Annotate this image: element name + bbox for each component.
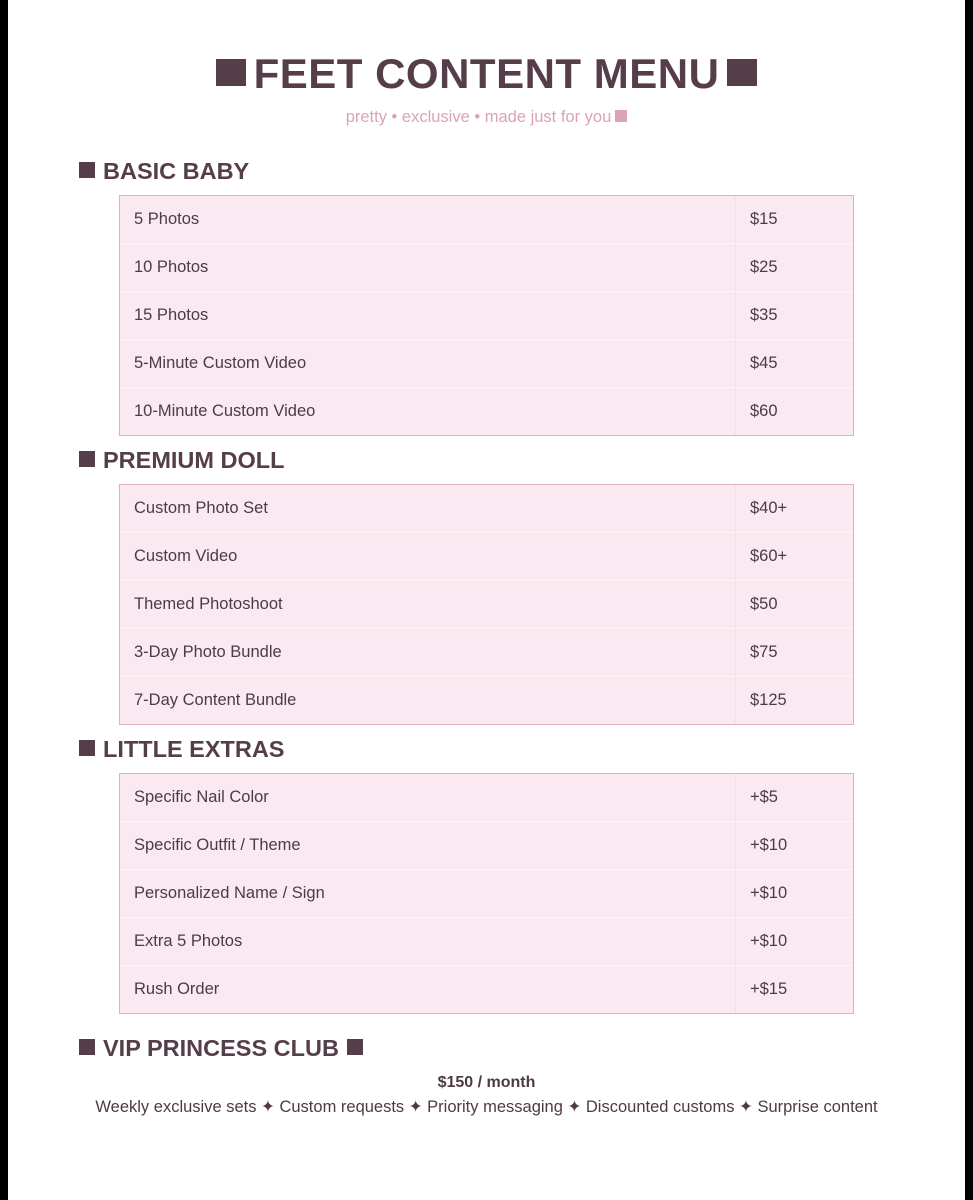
price-table-little-extras xyxy=(119,773,854,1014)
table-row xyxy=(120,292,853,340)
item-name: 10-Minute Custom Video xyxy=(120,388,736,435)
table-row xyxy=(120,629,853,677)
vip-price: $150 / month xyxy=(437,1074,536,1091)
table-row xyxy=(120,822,853,870)
section-title-text: BASIC BABY xyxy=(103,158,250,184)
page-subtitle xyxy=(0,108,973,127)
item-price: $45 xyxy=(750,354,778,372)
table-row xyxy=(120,581,853,629)
item-price: +$15 xyxy=(750,980,788,998)
section-title-vip xyxy=(79,1035,363,1062)
item-price: $75 xyxy=(750,643,778,661)
table-row xyxy=(120,533,853,581)
item-price: $60+ xyxy=(750,547,788,565)
square-bullet-icon xyxy=(79,740,95,756)
item-price: $35 xyxy=(750,306,778,324)
item-price: +$10 xyxy=(750,884,788,902)
table-row xyxy=(120,340,853,388)
table-row xyxy=(120,244,853,292)
item-name: Custom Photo Set xyxy=(120,485,736,532)
item-price: $40+ xyxy=(750,499,788,517)
price-table-basic-baby xyxy=(119,195,854,436)
table-row xyxy=(120,388,853,435)
section-title-text: PREMIUM DOLL xyxy=(103,447,285,473)
item-name: Custom Video xyxy=(120,533,736,580)
page-title xyxy=(0,50,973,98)
table-row xyxy=(120,196,853,244)
square-bullet-icon xyxy=(615,110,627,122)
item-price: +$10 xyxy=(750,932,788,950)
item-price: $125 xyxy=(750,691,787,709)
title-text: FEET CONTENT MENU xyxy=(253,50,720,97)
item-name: 10 Photos xyxy=(120,244,736,291)
item-price: $50 xyxy=(750,595,778,613)
item-name: 5 Photos xyxy=(120,196,736,243)
vip-description: Weekly exclusive sets ✦ Custom requests ✦ Priority messaging ✦ Discounted customs ✦ Surprise content xyxy=(95,1098,878,1116)
square-bullet-icon xyxy=(727,59,757,86)
table-row xyxy=(120,485,853,533)
table-row xyxy=(120,870,853,918)
table-row xyxy=(120,966,853,1013)
table-row xyxy=(120,774,853,822)
section-title-premium-doll xyxy=(79,447,284,474)
square-bullet-icon xyxy=(79,162,95,178)
square-bullet-icon xyxy=(347,1039,363,1055)
item-name: Personalized Name / Sign xyxy=(120,870,736,917)
section-title-text: VIP PRINCESS CLUB xyxy=(103,1035,339,1061)
item-name: Themed Photoshoot xyxy=(120,581,736,628)
item-name: Rush Order xyxy=(120,966,736,1013)
table-row xyxy=(120,677,853,724)
square-bullet-icon xyxy=(79,451,95,467)
subtitle-text: pretty • exclusive • made just for you xyxy=(345,108,612,126)
section-title-basic-baby xyxy=(79,158,249,185)
section-title-little-extras xyxy=(79,736,284,763)
item-name: 7-Day Content Bundle xyxy=(120,677,736,724)
square-bullet-icon xyxy=(79,1039,95,1055)
item-price: $60 xyxy=(750,402,778,420)
item-price: $25 xyxy=(750,258,778,276)
item-name: 5-Minute Custom Video xyxy=(120,340,736,387)
item-name: 3-Day Photo Bundle xyxy=(120,629,736,676)
item-price: +$10 xyxy=(750,836,788,854)
item-price: +$5 xyxy=(750,788,778,806)
item-name: Extra 5 Photos xyxy=(120,918,736,965)
item-name: Specific Nail Color xyxy=(120,774,736,821)
section-title-text: LITTLE EXTRAS xyxy=(103,736,285,762)
item-price: $15 xyxy=(750,210,778,228)
item-name: Specific Outfit / Theme xyxy=(120,822,736,869)
price-table-premium-doll xyxy=(119,484,854,725)
square-bullet-icon xyxy=(216,59,246,86)
item-name: 15 Photos xyxy=(120,292,736,339)
table-row xyxy=(120,918,853,966)
